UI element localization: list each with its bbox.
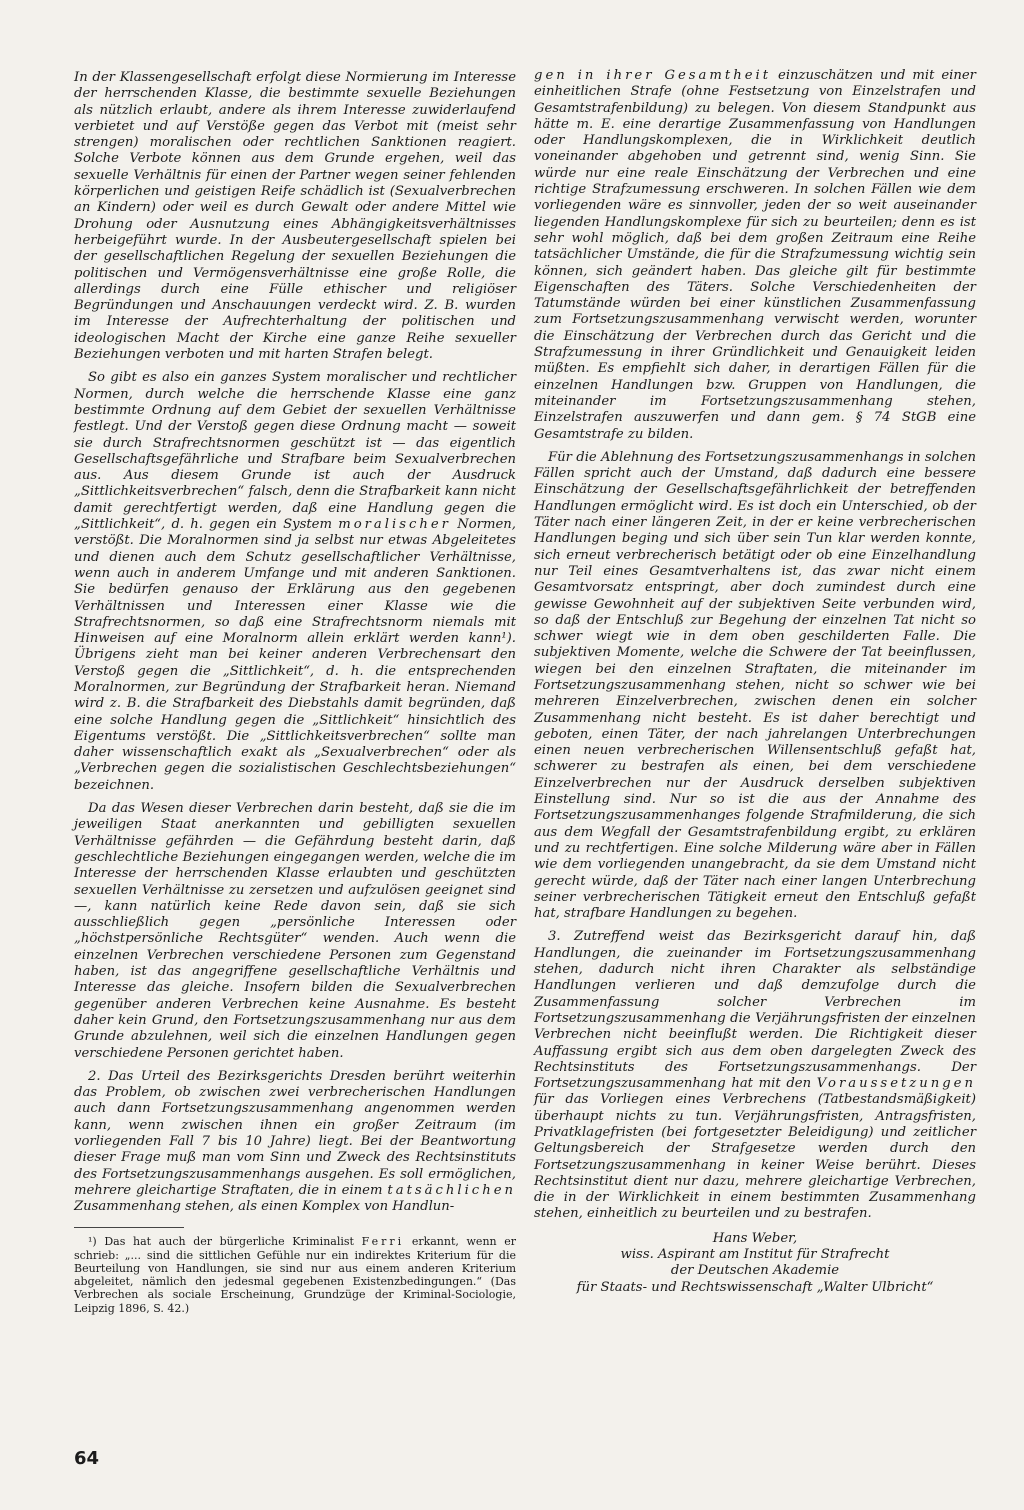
spaced-emphasis: tatsächlichen [387,1182,516,1198]
author-signature [534,1231,976,1296]
page-number: 64 [74,1448,100,1469]
paragraph: So gibt es also ein ganzes System moralischer und rechtlicher Normen, durch welche die herrschende Klasse eine ganz bestimmte Ordnung auf dem Gebiet der sexuellen Verhältnisse festlegt. Und der Verstoß gegen diese Ordnung macht — soweit sie durch Strafrechtsnormen geschützt ist — das eigentlich Gesellschaftsgefährliche und Strafbare beim Sexualverbrechen aus. Aus diesem Grunde ist auch der Ausdruck „Sittlichkeitsverbrechen“ falsch, denn die Strafbarkeit kann nicht damit gerechtfertigt werden, daß eine Handlung gegen die „Sittlichkeit“, d. h. gegen ein System moralischer Normen, verstößt. Die Moralnormen sind ja selbst nur etwas Abgeleitetes und dienen auch dem Schutz gesellschaftlicher Verhältnisse, wenn auch in anderem Umfange und mit anderen Sanktionen. Sie bedürfen genauso der Erklärung aus den gegebenen Verhältnissen und Interessen einer Klasse wie die Strafrechtsnormen, so daß eine Strafrechtsnorm niemals mit Hinweisen auf eine Moralnorm allein erklärt werden kann¹). Übrigens zieht man bei keiner anderen Verbrechensart den Verstoß gegen die „Sittlichkeit“, d. h. die entsprechenden Moralnormen, zur Begründung der Strafbarkeit heran. Niemand wird z. B. die Strafbarkeit des Diebstahls damit begründen, daß eine solche Handlung gegen die „Sittlichkeit“ hinsichtlich des Eigentums verstößt. Die „Sittlichkeitsverbrechen“ sollte man daher wissenschaftlich exakt als „Sexualverbrechen“ oder als „Verbrechen gegen die sozialistischen Geschlechtsbeziehungen“ bezeichnen. [74,370,516,793]
footnote-divider [74,1227,184,1228]
left-column [74,70,516,1322]
spaced-emphasis: Voraussetzungen [816,1076,976,1092]
paragraph: 2. Das Urteil des Bezirksgerichts Dresden berührt weiterhin das Problem, ob zwischen zwei verbrecherischen Handlungen auch dann Fortsetzungszusammenhang angenommen werden kann, wenn zwischen ihnen ein großer Zeitraum (im vorliegenden Fall 7 bis 10 Jahre) liegt. Bei der Beantwortung dieser Frage muß man vom Sinn und Zweck des Rechtsinstituts des Fortsetzungszusammenhangs ausgehen. Es soll ermöglichen, mehrere gleichartige Straftaten, die in einem tatsächlichen Zusammenhang stehen, als einen Komplex von Handlun- [74,1068,516,1215]
author-affiliation: für Staats- und Rechtswissenschaft „Walter Ulbricht“ [576,1279,934,1295]
spaced-emphasis: Ferri [361,1235,405,1249]
paragraph: 3. Zutreffend weist das Bezirksgericht darauf hin, daß Handlungen, die zueinander im Fortsetzungszusammenhang stehen, dadurch nicht ihren Charakter als selbständige Handlungen verlieren und daß demzufolge durch die Zusammenfassung solcher Verbrechen im Fortsetzungszusammenhang die Verjährungsfristen der einzelnen Verbrechen nicht beeinflußt werden. Die Richtigkeit dieser Auffassung ergibt sich aus dem oben dargelegten Zweck des Rechtsinstituts des Fortsetzungszusammenhangs. Der Fortsetzungszusammenhang hat mit den Voraussetzungen für das Vorliegen eines Verbrechens (Tatbestandsmäßigkeit) überhaupt nichts zu tun. Verjährungsfristen, Antragsfristen, Privatklagefristen (bei fortgesetzter Beleidigung) und zeitlicher Geltungsbereich der Strafgesetze werden durch den Fortsetzungszusammenhang in keiner Weise berührt. Dieses Rechtsinstitut dient nur dazu, mehrere gleichartige Verbrechen, die in der Wirklichkeit in einem bestimmten Zusammenhang stehen, einheitlich zu beurteilen und zu bestrafen. [534,929,976,1222]
spaced-emphasis: gen in ihrer Gesamtheit [534,68,772,83]
footnote: ¹) Das hat auch der bürgerliche Kriminalist Ferri erkannt, wenn er schrieb: „... sind die sittlichen Gefühle nur ein indirektes Kriterium für die Beurteilung von Handlungen, sie sind nur aus einem anderen Kriterium abgeleitet, nämlich den jedesmal gegebenen Existenzbedingungen.“ (Das Verbrechen als sociale Erscheinung, Grundzüge der Kriminal-Sociologie, Leipzig 1896, S. 42.) [74,1235,517,1315]
spaced-emphasis: moralischer [338,517,451,533]
author-affiliation: der Deutschen Akademie [670,1263,840,1279]
paragraph: In der Klassengesellschaft erfolgt diese Normierung im Interesse der herrschenden Klasse, die bestimmte sexuelle Beziehungen als nützlich erlaubt, andere als ihrem Interesse zuwiderlaufend verbietet und auf Verstöße gegen das Verbot mit (meist sehr strengen) moralischen oder rechtlichen Sanktionen reagiert. Solche Verbote können aus dem Grunde ergehen, weil das sexuelle Verhältnis für einen der Partner wegen seiner fehlenden körperlichen und geistigen Reife schädlich ist (Sexualverbrechen an Kindern) oder weil es durch Gewalt oder andere Mittel wie Drohung oder Ausnutzung eines Abhängigkeitsverhältnisses herbeigeführt wurde. In der Ausbeutergesellschaft spielen bei der gesellschaftlichen Regelung der sexuellen Beziehungen die politischen und Vermögensverhältnisse eine große Rolle, die allerdings durch eine Fülle ethischer und religiöser Begründungen und Anschauungen verdeckt wird. Z. B. wurden im Interesse der Aufrechterhaltung der politischen und ideologischen Macht der Kirche eine ganze Reihe sexueller Beziehungen verboten und mit harten Strafen belegt. [74,70,516,363]
paragraph: gen in ihrer Gesamtheit einzuschätzen und mit einer einheitlichen Strafe (ohne Festsetzung von Einzelstrafen und Gesamtstrafenbildung) zu belegen. Von diesem Standpunkt aus hätte m. E. eine derartige Zusammenfassung von Handlungen oder Handlungskomplexen, die in Wirklichkeit deutlich voneinander abgehoben und getrennt sind, wenig Sinn. Sie würde nur eine reale Einschätzung der Verbrechen und eine richtige Strafzumessung erschweren. In solchen Fällen wie dem vorliegenden wäre es sinnvoller, jeden der so weit auseinander liegenden Handlungskomplexe für sich zu beurteilen; denn es ist sehr wohl möglich, daß bei dem großen Zeitraum eine Reihe tatsächlicher Umstände, die für die Strafzumessung wichtig sein können, sich geändert haben. Das gleiche gilt für bestimmte Eigenschaften des Täters. Solche Verschiedenheiten der Tatumstände würden bei einer künstlichen Zusammenfassung zum Fortsetzungszusammenhang verwischt werden, worunter die Einschätzung der Verbrechen durch das Gericht und die Strafzumessung in ihrer Gründlichkeit und Genauigkeit leiden müßten. Es empfiehlt sich daher, in derartigen Fällen für die einzelnen Handlungen bzw. Gruppen von Handlungen, die miteinander im Fortsetzungszusammenhang stehen, Einzelstrafen auszuwerfen und dann gem. § 74 StGB eine Gesamtstrafe zu bilden. [534,68,976,442]
author-affiliation: wiss. Aspirant am Institut für Strafrecht [620,1247,890,1263]
paragraph: Da das Wesen dieser Verbrechen darin besteht, daß sie die im jeweiligen Staat anerkannten und gebilligten sexuellen Verhältnisse gefährden — die Gefährdung besteht darin, daß geschlechtliche Beziehungen eingegangen werden, welche die im Interesse der herrschenden Klasse erlaubten und geschützten sexuellen Verhältnisse zu zersetzen und aufzulösen geeignet sind —, kann natürlich keine Rede davon sein, daß sie sich ausschließlich gegen „persönliche Interessen oder „höchstpersönliche Rechtsgüter“ wenden. Auch wenn die einzelnen Verbrechen verschiedene Personen zum Gegenstand haben, ist das angegriffene gesellschaftliche Verhältnis und Interesse das gleiche. Insofern bilden die Sexualverbrechen gegenüber anderen Verbrechen keine Ausnahme. Es besteht daher kein Grund, den Fortsetzungszusammenhang nur aus dem Grunde abzulehnen, weil sich die einzelnen Handlungen gegen verschiedene Personen gerichtet haben. [74,801,516,1061]
author-name: Hans Weber, [712,1230,798,1246]
right-column [534,68,976,1296]
paragraph: Für die Ablehnung des Fortsetzungszusammenhangs in solchen Fällen spricht auch der Umstand, daß dadurch eine bessere Einschätzung der Gesellschaftsgefährlichkeit der betreffenden Handlungen ermöglicht wird. Es ist doch ein Unterschied, ob der Täter nach einer längeren Zeit, in der er keine verbrecherischen Handlungen beging und sich über sein Tun klar werden konnte, sich erneut verbrecherisch betätigt oder ob eine Einzelhandlung nur Teil eines Gesamtverhaltens ist, das zwar nicht einem Gesamtvorsatz entspringt, aber doch zumindest durch eine gewisse Gewohnheit auf der subjektiven Seite verbunden wird, so daß der Entschluß zur Begehung der einzelnen Tat nicht so schwer wiegt wie in dem oben geschilderten Falle. Die subjektiven Momente, welche die Schwere der Tat beeinflussen, wiegen bei den einzelnen Straftaten, die miteinander im Fortsetzungszusammenhang stehen, nicht so schwer wie bei mehreren Einzelverbrechen, zwischen denen ein solcher Zusammenhang nicht besteht. Es ist daher berechtigt und geboten, einen Täter, der nach jahrelangen Unterbrechungen einen neuen verbrecherischen Willensentschluß gefaßt hat, schwerer zu bestrafen als einen, bei dem verschiedene Einzelverbrechen nur der Ausdruck derselben subjektiven Einstellung sind. Nur so ist die aus der Annahme des Fortsetzungszusammenhanges folgende Strafmilderung, die sich aus dem Wegfall der Gesamtstrafenbildung ergibt, zu erklären und zu rechtfertigen. Eine solche Milderung wäre aber in Fällen wie dem vorliegenden unangebracht, da sie dem Umstand nicht gerecht würde, daß der Täter nach einer langen Unterbrechung seiner verbrecherischen Tätigkeit erneut den Entschluß gefaßt hat, strafbare Handlungen zu begehen. [534,449,976,922]
